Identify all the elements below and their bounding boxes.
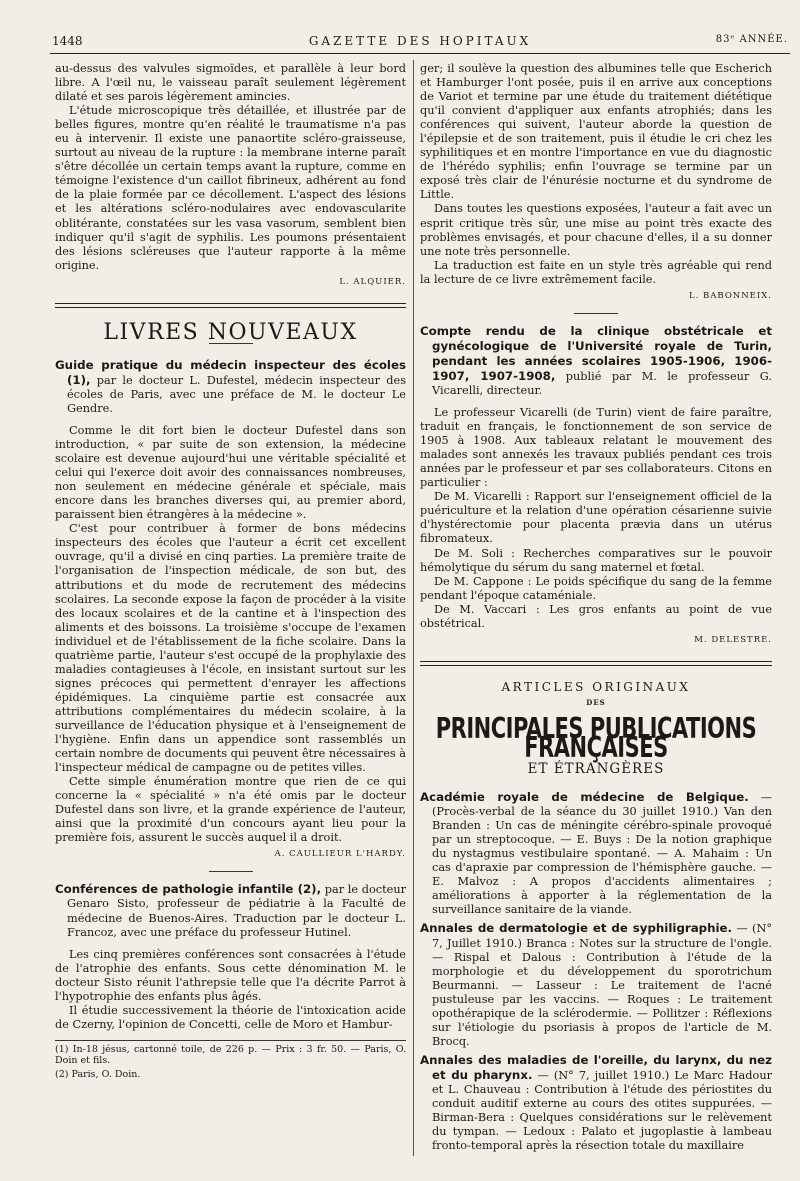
left-column [55,62,406,1080]
etrangeres-title: ET ÉTRANGÈRES [527,761,665,778]
report-title: Compte rendu de la clinique obstétricale et gynécologique de l'Université royale de Turin, pendant les années scolaires 1905-1906, 1906-1907, 1907-1908, [420,323,772,383]
review-paragraph: Cette simple énumération montre que rien de ce qui concerne la « spécialité » n'a été omis par le docteur Dufestel dans son livre, et la grande expérience de l'auteur, ainsi que la proximité d'un concours ayant lieu pour la première fois, assurent le succès auquel il a droit. [55,775,406,845]
signature: A. CAULLIEUR L'HARDY. [274,849,406,860]
publications-title: PRINCIPALES PUBLICATIONS FRANÇAISES [435,712,757,764]
header-rule [50,53,790,54]
report-paragraph: De M. Vicarelli : Rapport sur l'enseignement officiel de la puériculture et la relation d'une opération césarienne suivie d'hystérectomie pour placenta prævia dans un utérus fibromateux. [420,490,772,546]
footnote-rule [55,1040,406,1041]
book-byline: par le docteur L. Dufestel, médecin inspecteur des écoles de Paris, avec une préface de M. le docteur Le Gendre. [67,373,406,415]
footnote: (1) In-18 jésus, cartonné toile, de 226 p. — Prix : 3 fr. 50. — Paris, O. Doin et fils. [55,1043,406,1066]
review-paragraph: Comme le dit fort bien le docteur Dufestel dans son introduction, « par suite de son extension, la médecine scolaire est devenue aujourd'hui une véritable spécialité et celui qui l'exerce doit avoir des connaissances nombreuses, non seulement en médecine générale et spéciale, mais encore dans les branches diverses qui, au premier abord, paraissent bien étrangères à la médecine ». [55,423,406,522]
signature: L. ALQUIER. [339,276,406,287]
continued-paragraph: Dans toutes les questions exposées, l'auteur a fait avec un esprit critique très sûr, une mise au point très exacte des problèmes envisagés, et pour chacune d'elles, il a su donner une note très personnelle. [420,202,772,258]
page-number: 1448 [52,34,83,48]
signature: M. DELESTRE. [694,634,772,645]
journal-name: Académie royale de médecine de Belgique. [420,790,749,805]
journal-name: Annales des maladies de l'oreille, du larynx, du nez et du pharynx. [420,1052,772,1082]
footnote: (2) Paris, O. Doin. [55,1068,141,1080]
section-title: LIVRES NOUVEAUX [103,319,358,345]
journal-contents: — (N° 7, juillet 1910.) Le Marc Hadour et L. Chauveau : Contribution à l'étude des périostites du conduit auditif externe au cours des otites suppurées. — Birman-Bera : Quelques considérations sur le relèvement du tympan. — Ledoux : Palato et jugoplastie à lambeau fronto-temporal après la résection totale du maxillaire [432,1068,772,1153]
continued-paragraph: ger; il soulève la question des albumines telle que Escherich et Hamburger l'ont posée, puis il en arrive aux conceptions de Variot et termine par une étude du traitement diététique qu'il convient d'appliquer aux enfants atrophiés; dans les conférences qui suivent, l'auteur aborde la question de l'épilepsie et de son traitement, puis il étudie le cri chez les syphilitiques et en montre l'importance en vue du diagnostic de l'hérédo syphilis; enfin l'ouvrage se termine par un exposé très clair de l'énurésie nocturne et du syndrome de Little. [420,62,772,202]
report-paragraph: De M. Vaccari : Les gros enfants au point de vue obstétrical. [420,602,772,630]
right-column [420,62,772,1153]
articles-title: ARTICLES ORIGINAUX [501,679,691,694]
short-rule [574,313,618,314]
journal-name: Annales de dermatologie et de syphiligraphie. [420,921,733,936]
signature: L. BABONNEIX. [689,290,772,301]
report-paragraph: Le professeur Vicarelli (de Turin) vient de faire paraître, traduit en français, le fonctionnement de son service de 1905 à 1908. Aux tableaux relatant le mouvement des malades sont annexés les travaux publiés pendant ces trois années par le professeur et par ses collaborateurs. Citons en particulier : [420,406,772,490]
review-paragraph: C'est pour contribuer à former de bons médecins inspecteurs des écoles que l'auteur a écrit cet excellent ouvrage, qu'il a divisé en cinq parties. La première traite de l'organisation de l'inspection médicale, de son but, des attributions et du mode de recrutement des médecins scolaires. La seconde expose la façon de procéder à la visite des locaux scolaires et de la cantine et à l'inspection des aliments et des boissons. La troisième s'occupe de l'examen individuel et de l'établissement de la fiche scolaire. Dans la quatrième partie, l'auteur s'est occupé de la prophylaxie des maladies contagieuses à l'école, en insistant surtout sur les signes précoces qui permettent d'enrayer les affections épidémiques. La cinquième partie est consacrée aux attributions complémentaires du médecin scolaire, à la surveillance de l'éducation physique et à l'enseignement de l'hygiène. Enfin dans un appendice sont rassemblés un certain nombre de documents qui peuvent être nécessaires à l'inspecteur médical de campagne ou de petites villes. [55,522,407,775]
section-rule [420,661,772,666]
section-rule [55,303,406,308]
book-title: Conférences de pathologie infantile (2), [55,882,322,897]
column-divider [413,60,414,1156]
intro-paragraph: au-dessus des valvules sigmoïdes, et parallèle à leur bord libre. A l'œil nu, le vaisseau paraît seulement légèrement dilaté et ses parois légèrement amincies. [55,62,406,104]
review-paragraph: Les cinq premières conférences sont consacrées à l'étude de l'atrophie des enfants. Sous cette dénomination M. le docteur Sisto réunit l'athrepsie telle que l'a décrite Parrot à l'hypotrophie des enfants plus âgés. [55,947,406,1003]
journal-entry [420,790,772,917]
year-label: 83ᵉ ANNÉE. [715,34,788,45]
journal-contents: — (N° 7, Juillet 1910.) Branca : Notes sur la structure de l'ongle. — Rispal et Dalous : Contribution à l'étude de la morphologie et du développement du sporotrichum Beurmanni. — Lasseur : Le traitement de l'acné pustuleuse par les vaccins. — Roques : Le traitement opothérapique de la sclérodermie. — Pollitzer : Réflexions sur l'étiologie du psoriasis à propos de l'article de M. Brocq. [432,922,773,1048]
journal-title: GAZETTE DES HOPITAUX [308,34,532,48]
book-title: Guide pratique du médecin inspecteur des écoles (1), [55,357,406,387]
report-paragraph: De M. Cappone : Le poids spécifique du sang de la femme pendant l'époque cataméniale. [420,574,772,602]
short-rule [209,871,253,872]
report-byline: publié par M. le professeur G. Vicarelli, directeur. [432,369,772,397]
continued-paragraph: La traduction est faite en un style très agréable qui rend la lecture de ce livre extrêmement facile. [420,258,772,286]
intro-paragraph: L'étude microscopique très détaillée, et illustrée par de belles figures, montre qu'en réalité le traumatisme n'a pas eu à intervenir. Il existe une panaortite scléro-graisseuse, surtout au niveau de la rupture : la membrane interne paraît s'être décollée un certain temps avant la rupture, comme en témoigne l'existence d'un caillot fibrineux, adhérent au fond de la plaie formée par ce décollement. L'aspect des lésions et les altérations scléro-nodulaires avec endovascularite oblitérante, constatées sur les vasa vasorum, semblent bien indiquer qu'il s'agit de syphilis. Les poumons présentaient des lésions scléreuses que l'auteur rapporte à la même origine. [55,104,406,272]
des-label: DES [586,697,606,707]
journal-entry [420,1053,772,1153]
book-heading [55,358,406,416]
book-heading [55,882,406,939]
book-byline: par le docteur Genaro Sisto, professeur de pédiatrie à la Faculté de médecine de Buenos-Aires. Traduction par le docteur L. Francoz, avec une préface du professeur Hutinel. [67,883,407,939]
report-heading [420,324,772,398]
page-header [52,34,788,52]
journal-contents: — (Procès-verbal de la séance du 30 juillet 1910.) Van den Branden : Un cas de méningite cérébro-spinale provoqué par un streptocoque. — E. Buys : De la notion graphique du nystagmus vestibulaire spontané. — A. Mahaim : Un cas d'apraxie par compression de l'hémisphère gauche. — E. Malvoz : A propos d'accidents alimentaires ; améliorations à apporter à la réglementation de la surveillance sanitaire de la viande. [432,791,772,917]
review-paragraph: Il étudie successivement la théorie de l'intoxication acide de Czerny, l'opinion de Concetti, celle de Moro et Hambur- [55,1003,406,1031]
journal-entry [420,921,772,1048]
report-paragraph: De M. Soli : Recherches comparatives sur le pouvoir hémolytique du sérum du sang maternel et fœtal. [420,546,772,574]
